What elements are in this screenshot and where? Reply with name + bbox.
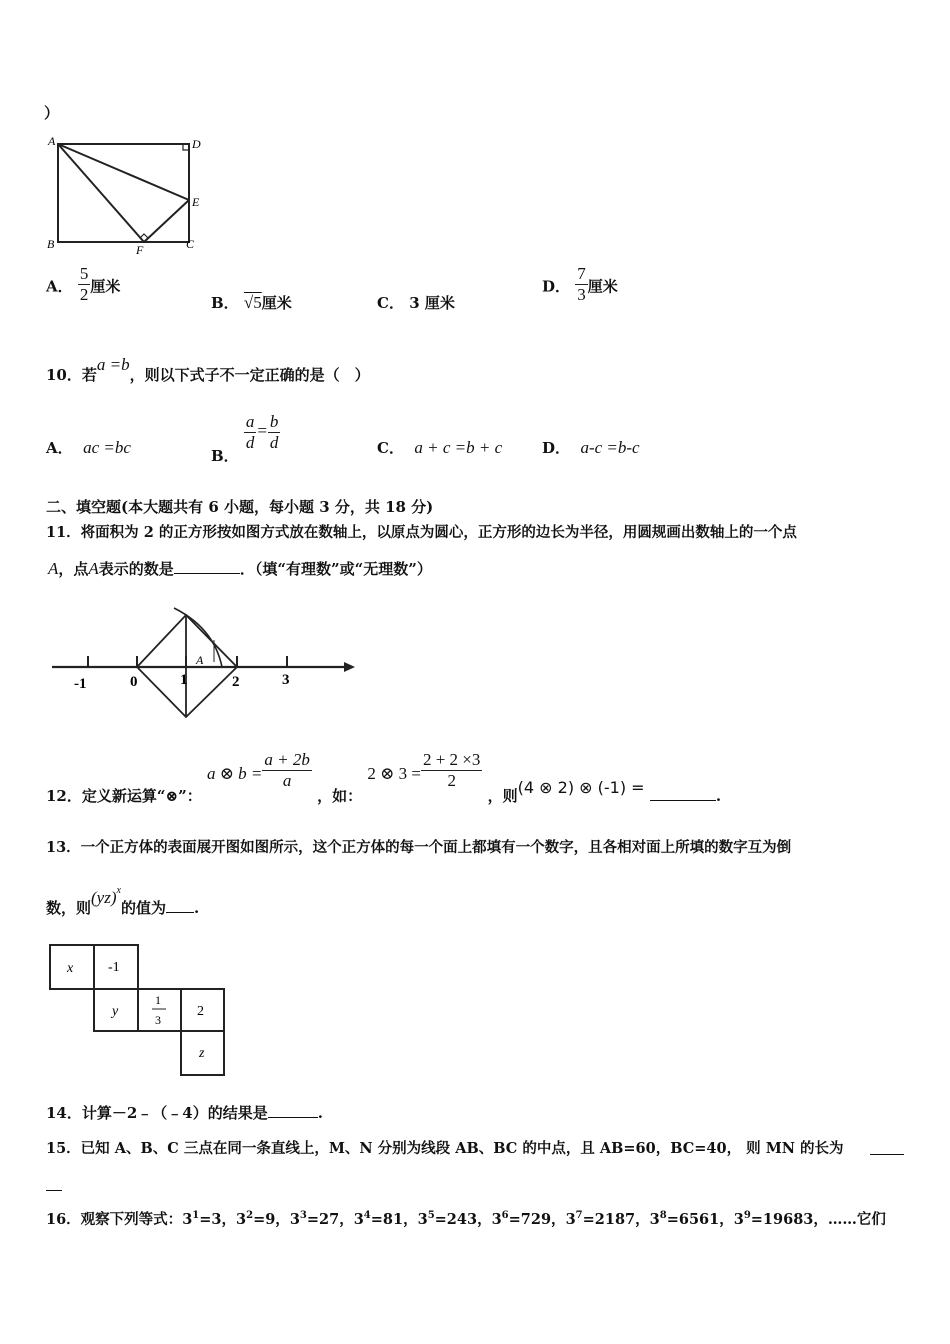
q16-power-list [182,1211,828,1228]
unit: 厘米 [90,277,121,296]
q9-option-d[interactable] [542,264,618,305]
q9-option-b[interactable] [211,292,292,313]
q13-answer-blank[interactable] [166,912,194,913]
unit: 厘米 [261,294,292,312]
q10-stem: 10．若a =b，则以下式子不一定正确的是（ ） [46,355,370,384]
q9-paren-close: ） [44,104,60,122]
power-equation: $3^6=729$， [491,1210,566,1228]
q10-condition: a =b [96,355,130,374]
q10-option-c[interactable]: C． a + c =b + c [377,438,503,457]
q10-option-a[interactable]: A． ac =bc [46,438,131,457]
tick-label: -1 [74,676,87,692]
option-text: 3 厘米 [409,294,455,312]
number-line-figure [46,600,366,722]
q13-line1: 13．一个正方体的表面展开图如图所示，这个正方体的每一个面上都填有一个数字，且各相对面上所填的数字互为倒 [46,839,792,856]
q14-answer-blank[interactable] [268,1117,318,1118]
q15: 15．已知 A、B、C 三点在同一条直线上，M、N 分别为线段 AB、BC 的中点，且 AB=60，BC=40， 则 MN 的长为 [46,1140,844,1157]
q14: 14．计算－2﹣（﹣4）的结果是 . [46,1104,323,1122]
power-equation: $3^5=243$， [417,1210,492,1228]
net-cell-x: x [67,961,74,976]
option-letter: A． [46,277,73,296]
q12-stem: 12．定义新运算“⊗”： a ⊗ b = $\frac{a + 2b}{a}$ ，如： 2 ⊗ 3 = $\frac{2 + 2 \times 3}{2}$ ，则(4 ⊗ 2) ⊗ (-1) = . [46,750,722,805]
cube-net-figure [46,940,231,1080]
tick-label: 3 [282,672,290,688]
q11-line1: 11．将面积为 2 的正方形按如图方式放在数轴上，以原点为圆心，正方形的边长为半径，用圆规画出数轴上的一个点 [46,524,797,541]
section-title: 二、填空题(本大题共有 6 小题，每小题 3 分，共 18 分) [46,498,434,516]
label-B: B [47,237,55,251]
q16: 16．观察下列等式：$3^1=3$，$3^2=9$，$3^3=27$，$3^4=81$，$3^5=243$，$3^6=729$，$3^7=2187$，$3^8=6561$，$3^9=19683$，……它们 [46,1210,886,1228]
net-cell-minus-one: -1 [108,960,120,975]
tick-label: 0 [130,674,138,690]
fraction: $\frac{5}{2}$ [79,264,89,304]
unit: 厘米 [587,277,618,296]
q10-option-b[interactable]: B． $\frac{a}{d}$ = $\frac{b}{d}$ [211,412,279,465]
q9-option-c[interactable] [377,292,455,313]
power-equation: $3^1=3$， [182,1210,236,1228]
sqrt-five: √5 [243,293,262,312]
q15-answer-blank-cont[interactable] [46,1190,62,1191]
label-A: A [48,134,56,148]
option-letter: C． [377,294,404,312]
power-equation: $3^7=2187$， [565,1210,650,1228]
q12-answer-blank[interactable] [650,800,716,801]
power-equation: $3^3=27$， [289,1210,354,1228]
net-cell-two: 2 [197,1004,204,1019]
label-C: C [186,237,195,251]
power-equation: $3^4=81$， [353,1210,418,1228]
label-D: D [192,137,201,151]
option-letter: D． [542,277,571,296]
net-cell-third-den: 3 [155,1013,161,1027]
tick-label: 2 [232,674,240,690]
net-cell-z: z [199,1046,205,1061]
q11-answer-blank[interactable] [174,573,240,574]
net-cell-y: y [112,1004,119,1019]
power-equation: $3^9=19683$， [733,1210,828,1228]
option-letter: B． [211,294,239,312]
label-F: F [136,243,144,255]
fraction: $\frac{7}{3}$ [577,264,586,304]
point-label-a: A [196,653,204,667]
q11-line2: A，点A表示的数是 ．（填“有理数”或“无理数”） [48,559,432,578]
power-equation: $3^2=9$， [236,1210,290,1228]
q10-option-d[interactable]: D． a-c =b-c [542,438,640,457]
q13-line2: 数，则(yz)$^x$的值为 . [46,885,200,917]
power-equation: $3^8=6561$， [649,1210,734,1228]
q9-rectangle-figure [40,130,210,255]
tick-label: 1 [180,672,188,688]
label-E: E [192,195,200,209]
q9-option-a[interactable] [46,264,121,305]
net-cell-third-num: 1 [155,993,161,1007]
q15-answer-blank[interactable] [870,1154,904,1155]
